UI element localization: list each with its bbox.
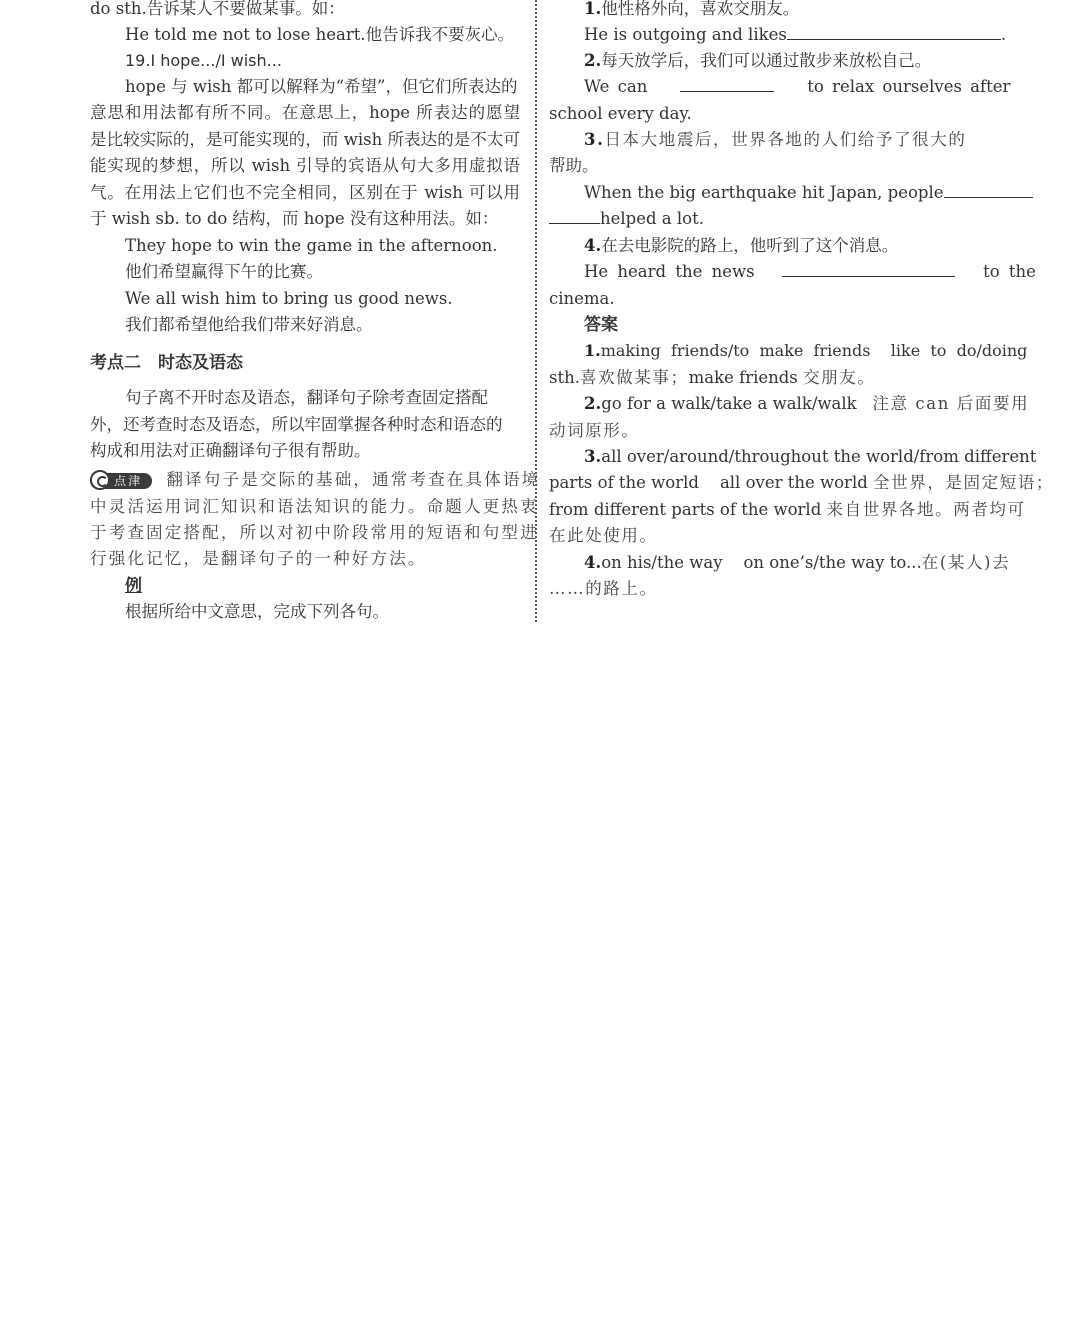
question-text: 在去电影院的路上，他听到了这个消息。 — [601, 236, 899, 255]
tip-badge — [90, 473, 152, 489]
question-text: When the big earthquake hit Japan, people — [584, 183, 944, 202]
question-text: 日本大地震后，世界各地的人们给予了很大的 — [604, 130, 967, 149]
text-line: hope 与 wish 都可以解释为“希望”，但它们所表达的 — [125, 77, 518, 96]
question-number: 1. — [584, 0, 602, 18]
question-text: to relax ourselves after — [807, 77, 1011, 96]
answer-1-cont — [549, 365, 979, 391]
answer-note: 在(某人)去 — [921, 553, 1011, 572]
question-text: helped a lot. — [600, 209, 704, 228]
text-line: 于 wish sb. to do 结构，而 hope 没有这种用法。如： — [90, 209, 499, 228]
tip-text: 翻译句子是交际的基础，通常考查在具体语境 — [166, 470, 541, 489]
answer-blank[interactable] — [787, 23, 1001, 40]
question-text: We can — [584, 77, 648, 96]
text-line: 是比较实际的，是可能实现的，而 wish 所表达的是不太可 — [90, 130, 520, 149]
answer-blank[interactable] — [944, 181, 1033, 198]
answer-blank[interactable] — [680, 75, 774, 92]
answer-note: 全世界，是固定短语； — [873, 473, 1055, 492]
question-text: 他性格外向，喜欢交朋友。 — [601, 0, 800, 18]
example-sentence: We all wish him to bring us good news. — [125, 289, 453, 308]
example-sentence: They hope to win the game in the afternoon. — [125, 236, 498, 255]
answer-note: 来自世界各地。两者均可 — [826, 500, 1026, 519]
question-text: He heard the news — [584, 262, 755, 281]
question-number: 4. — [584, 236, 602, 255]
question-2 — [549, 48, 979, 74]
answer-number: 1. — [584, 341, 601, 360]
answer-3 — [549, 444, 1037, 470]
text-line: He told me not to lose heart.他告诉我不要灰心。 — [125, 25, 515, 44]
answer-note: 注意 can 后面要用 — [872, 394, 1030, 413]
item-heading: 19.I hope.../I wish... — [125, 51, 282, 70]
answer-3-cont — [549, 470, 1055, 496]
tip-line: 行强化记忆，是翻译句子的一种好方法。 — [90, 549, 427, 568]
question-number: 3. — [584, 130, 605, 149]
question-text: to the — [983, 262, 1036, 281]
text-line: 帮助。 — [549, 156, 599, 175]
answer-note: 喜欢做某事； — [579, 368, 689, 387]
answer-note: 在此处使用。 — [549, 526, 658, 545]
punctuation: . — [1000, 25, 1007, 44]
answer-text: make friends — [688, 368, 804, 387]
question-2-english — [549, 74, 1011, 100]
answer-blank[interactable] — [549, 207, 600, 224]
answer-number: 2. — [584, 394, 602, 413]
text-line: school every day. — [549, 104, 692, 123]
answer-2 — [549, 391, 1030, 417]
text-line: 句子离不开时态及语态，翻译句子除考查固定搭配 — [125, 388, 488, 407]
example-label: 例 — [125, 576, 142, 596]
tip-badge-label: 点津 — [114, 473, 143, 488]
question-3-english-cont — [549, 206, 979, 232]
question-1-english — [549, 22, 1007, 48]
answer-text: making friends/to make friends like to do/doing — [600, 341, 1028, 360]
answer-note: 动词原形。 — [549, 421, 640, 440]
question-1 — [549, 0, 979, 22]
example-translation: 我们都希望他给我们带来好消息。 — [125, 315, 373, 334]
answer-text: sth. — [549, 368, 580, 387]
answer-note: 交朋友。 — [803, 368, 876, 387]
text-line: 外，还考查时态及语态，所以牢固掌握各种时态和语态的 — [90, 415, 503, 434]
question-text: 每天放学后，我们可以通过散步来放松自己。 — [601, 51, 932, 70]
answer-number: 4. — [584, 553, 602, 572]
answer-text: parts of the world all over the world — [549, 473, 874, 492]
tip-line — [90, 467, 541, 493]
tip-line: 中灵活运用词汇知识和语法知识的能力。命题人更热衷 — [90, 497, 539, 516]
answer-text: go for a walk/take a walk/walk — [601, 394, 857, 413]
question-text: He is outgoing and likes — [584, 25, 787, 44]
text-line: 气。在用法上它们也不完全相同，区别在于 wish 可以用 — [90, 183, 520, 202]
question-3-english — [549, 180, 979, 206]
answer-text: all over/around/throughout the world/from different — [601, 447, 1037, 466]
tip-line: 于考查固定搭配，所以对初中阶段常用的短语和句型进 — [90, 523, 539, 542]
example-translation: 他们希望赢得下午的比赛。 — [125, 262, 323, 281]
question-3 — [549, 127, 979, 153]
answer-label: 答案 — [584, 315, 618, 335]
answer-1 — [549, 338, 1028, 364]
text-line: 构成和用法对正确翻译句子很有帮助。 — [90, 441, 371, 460]
column-divider — [535, 0, 537, 622]
section-title: 考点二 时态及语态 — [90, 353, 243, 373]
text-line: 能实现的梦想，所以 wish 引导的宾语从句大多用虚拟语 — [90, 156, 520, 175]
question-4 — [549, 233, 979, 259]
answer-blank[interactable] — [782, 260, 955, 277]
question-number: 2. — [584, 51, 602, 70]
question-4-english — [549, 259, 1036, 285]
text-line: cinema. — [549, 289, 615, 308]
answer-text: on his/the way on one’s/the way to... — [601, 553, 922, 572]
answer-text: from different parts of the world — [549, 500, 827, 519]
text-line: 意思和用法都有所不同。在意思上，hope 所表达的愿望 — [90, 103, 520, 122]
lightbulb-icon — [90, 470, 110, 490]
answer-4 — [549, 550, 1011, 576]
text-line: do sth.告诉某人不要做某事。如： — [90, 0, 345, 18]
answer-3-cont — [549, 497, 1026, 523]
answer-note: ……的路上。 — [549, 579, 658, 598]
answer-number: 3. — [584, 447, 602, 466]
instruction: 根据所给中文意思，完成下列各句。 — [125, 602, 389, 621]
